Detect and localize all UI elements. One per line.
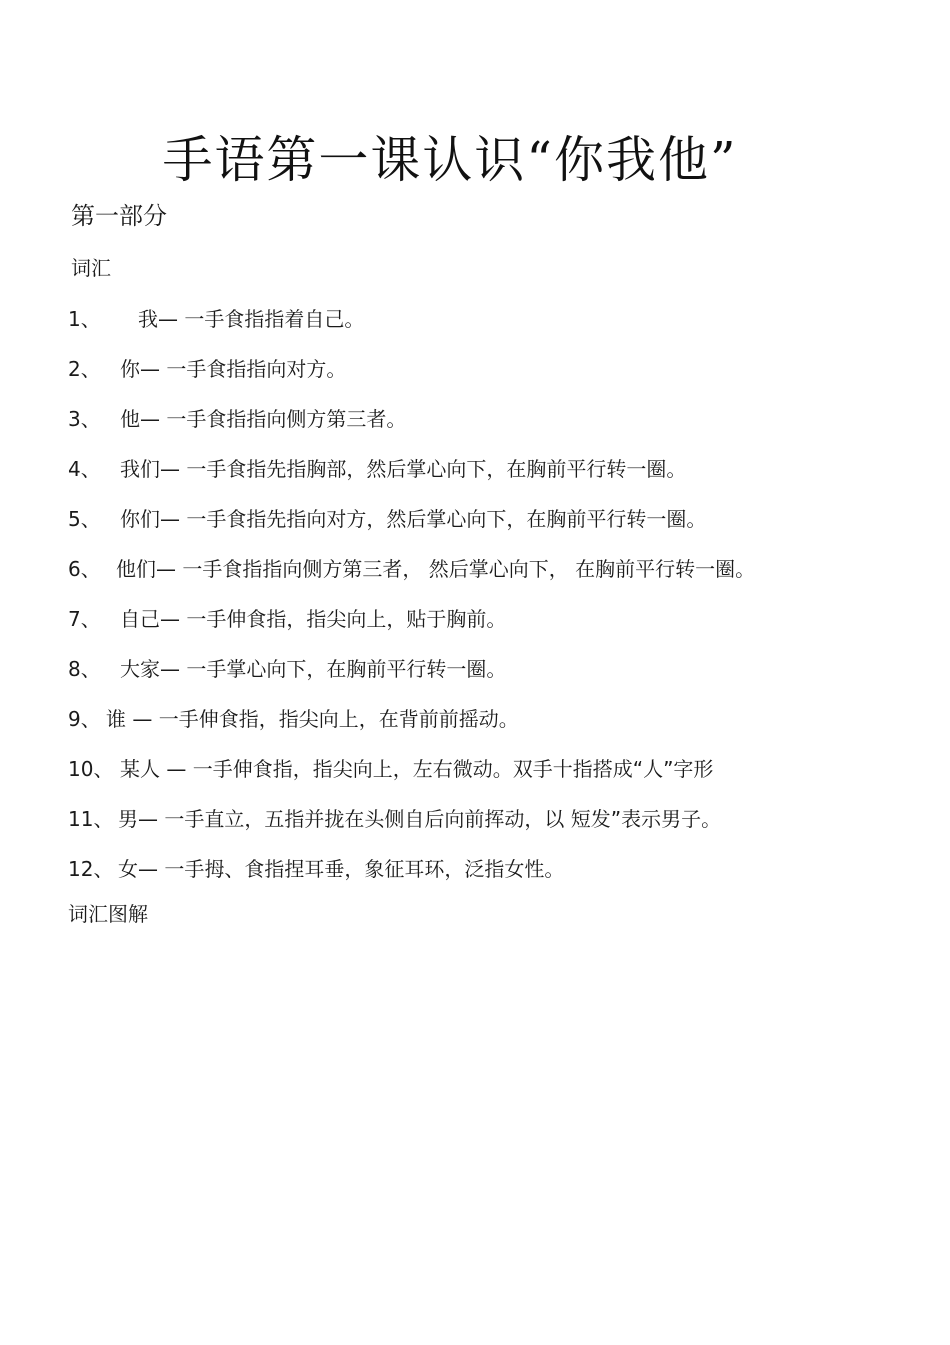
vocab-section-label: 词汇: [71, 256, 111, 280]
part-heading: 第一部分: [71, 202, 167, 230]
vocab-item: [68, 354, 938, 404]
vocab-item-text: 男— 一手直立，五指并拢在头侧自后向前挥动，以 短发”表示男子。: [118, 807, 722, 831]
vocab-item: [68, 404, 938, 454]
vocab-item-text: 我们— 一手食指先指胸部，然后掌心向下，在胸前平行转一圈。: [120, 457, 687, 481]
vocab-item-number: 11、: [68, 807, 114, 831]
vocab-item-text: 他们— 一手食指指向侧方第三者， 然后掌心向下， 在胸前平行转一圈。: [116, 557, 756, 581]
vocab-item-text: 我— 一手食指指着自己。: [138, 307, 365, 331]
vocab-item-text: 他— 一手食指指向侧方第三者。: [120, 407, 407, 431]
vocab-item: [68, 304, 938, 354]
vocab-item-number: 7、: [68, 607, 101, 631]
vocab-item-number: 9、: [68, 707, 101, 731]
vocab-item: [68, 504, 938, 554]
vocab-item: [68, 754, 938, 804]
vocab-item: [68, 804, 938, 854]
vocab-item-number: 6、: [68, 557, 101, 581]
vocab-item-number: 5、: [68, 507, 101, 531]
vocab-item: [68, 704, 938, 754]
vocab-list: [68, 304, 938, 904]
vocab-item-number: 1、: [68, 307, 101, 331]
illustration-section-label: 词汇图解: [68, 902, 148, 926]
vocab-item-number: 3、: [68, 407, 101, 431]
vocab-item: [68, 654, 938, 704]
vocab-item-number: 8、: [68, 657, 101, 681]
vocab-item-text: 你— 一手食指指向对方。: [120, 357, 347, 381]
vocab-item: [68, 554, 938, 604]
vocab-item-text: 女— 一手拇、食指捏耳垂，象征耳环，泛指女性。: [118, 857, 565, 881]
vocab-item-number: 4、: [68, 457, 101, 481]
vocab-item-text: 大家— 一手掌心向下，在胸前平行转一圈。: [120, 657, 507, 681]
document-title: 手语第一课认识“你我他”: [162, 131, 738, 189]
vocab-item: [68, 854, 938, 904]
vocab-item-number: 12、: [68, 857, 114, 881]
vocab-item-number: 2、: [68, 357, 101, 381]
vocab-item-text: 自己— 一手伸食指，指尖向上，贴于胸前。: [120, 607, 507, 631]
vocab-item-number: 10、: [68, 757, 114, 781]
vocab-item-text: 某人 — 一手伸食指，指尖向上，左右微动。双手十指搭成“人”字形: [120, 757, 714, 781]
vocab-item-text: 你们— 一手食指先指向对方，然后掌心向下，在胸前平行转一圈。: [120, 507, 707, 531]
vocab-item-text: 谁 — 一手伸食指，指尖向上，在背前前摇动。: [106, 707, 519, 731]
vocab-item: [68, 454, 938, 504]
vocab-item: [68, 604, 938, 654]
